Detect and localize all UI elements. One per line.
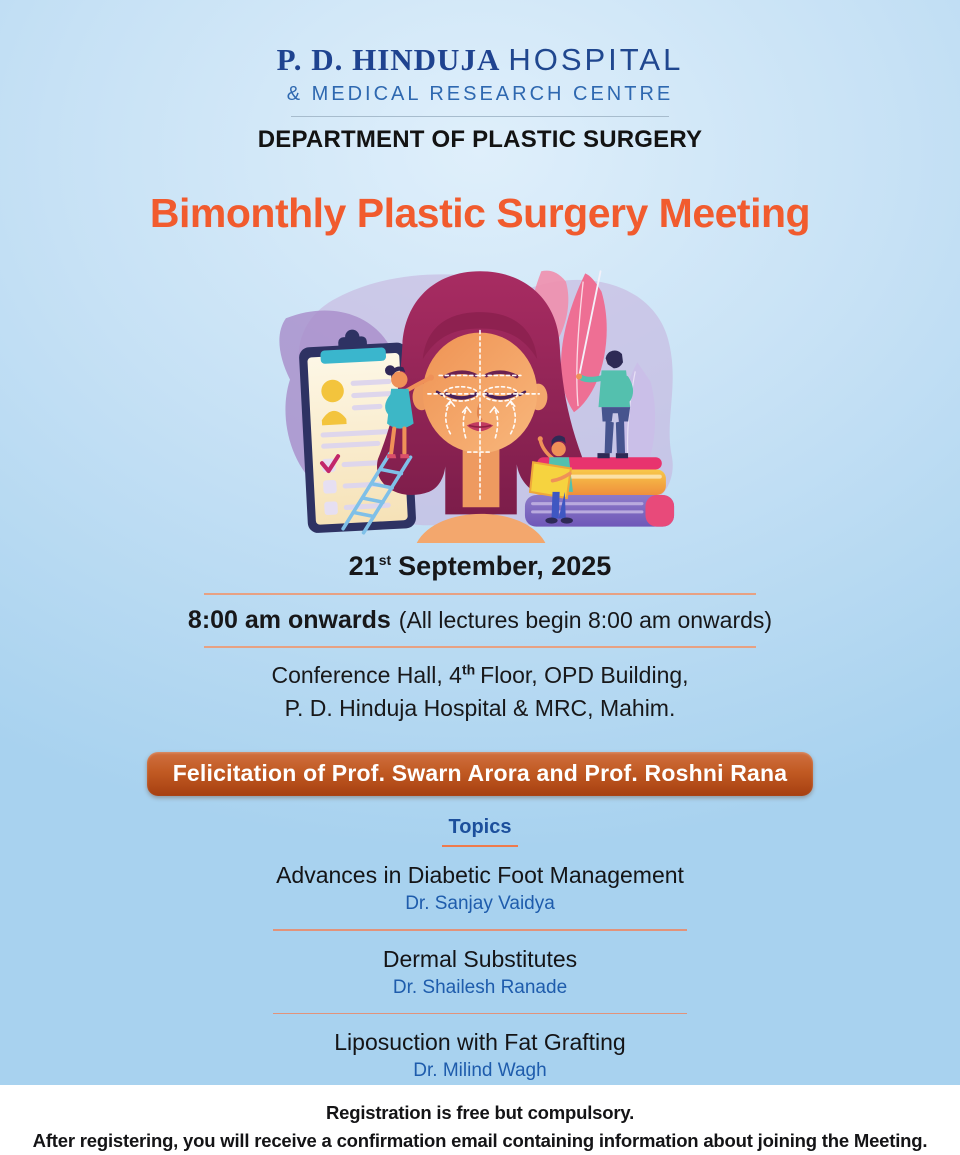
hospital-name (0, 42, 960, 78)
time-note: (All lectures begin 8:00 am onwards) (398, 607, 773, 633)
section-divider (204, 646, 756, 648)
event-time (0, 606, 960, 635)
hospital-subtitle: & MEDICAL RESEARCH CENTRE (286, 83, 674, 105)
hospital-logo-block (0, 0, 960, 154)
registration-note (0, 1099, 960, 1155)
topic-speaker: Dr. Shailesh Ranade (392, 976, 568, 998)
registration-line1: Registration is free but compulsory. (325, 1102, 635, 1124)
topic-title: Liposuction with Fat Grafting (334, 1029, 626, 1056)
topics-heading: Topics (448, 815, 512, 838)
event-date (0, 551, 960, 582)
hospital-name-serif: P. D. HINDUJA (276, 42, 501, 77)
hospital-name-light: HOSPITAL (508, 42, 684, 77)
topic-divider (273, 1013, 687, 1015)
registration-line2: After registering, you will receive a confirmation email containing information about joining the Meeting. (32, 1129, 928, 1151)
topics-underline (442, 845, 518, 848)
department-name: DEPARTMENT OF PLASTIC SURGERY (257, 126, 703, 153)
event-title: Bimonthly Plastic Surgery Meeting (149, 190, 811, 236)
venue-post: Floor, OPD Building, (480, 662, 689, 688)
topic-divider (273, 929, 687, 931)
topic-item (0, 946, 960, 999)
event-illustration (0, 257, 960, 543)
topic-title: Advances in Diabetic Foot Management (276, 862, 684, 889)
plastic-surgery-illustration (275, 257, 685, 543)
felicitation-banner: Felicitation of Prof. Swarn Arora and Prof. Roshni Rana (147, 752, 814, 796)
time-value: 8:00 am onwards (187, 606, 391, 634)
date-suffix: st (378, 552, 392, 568)
date-day: 21 (348, 551, 379, 581)
section-divider (204, 593, 756, 595)
venue-sup: th (461, 661, 476, 678)
hair-bun (385, 365, 395, 375)
header-divider (291, 116, 669, 117)
venue-pre: Conference Hall, 4 (271, 662, 462, 688)
topic-speaker: Dr. Milind Wagh (413, 1060, 547, 1082)
venue-line1 (0, 659, 960, 692)
topic-title: Dermal Substitutes (382, 945, 578, 972)
topic-item (0, 1029, 960, 1082)
topic-speaker: Dr. Sanjay Vaidya (405, 893, 555, 915)
venue-line2: P. D. Hinduja Hospital & MRC, Mahim. (284, 695, 676, 722)
topic-item (0, 862, 960, 915)
event-venue (0, 659, 960, 726)
date-rest: September, 2025 (398, 551, 612, 581)
